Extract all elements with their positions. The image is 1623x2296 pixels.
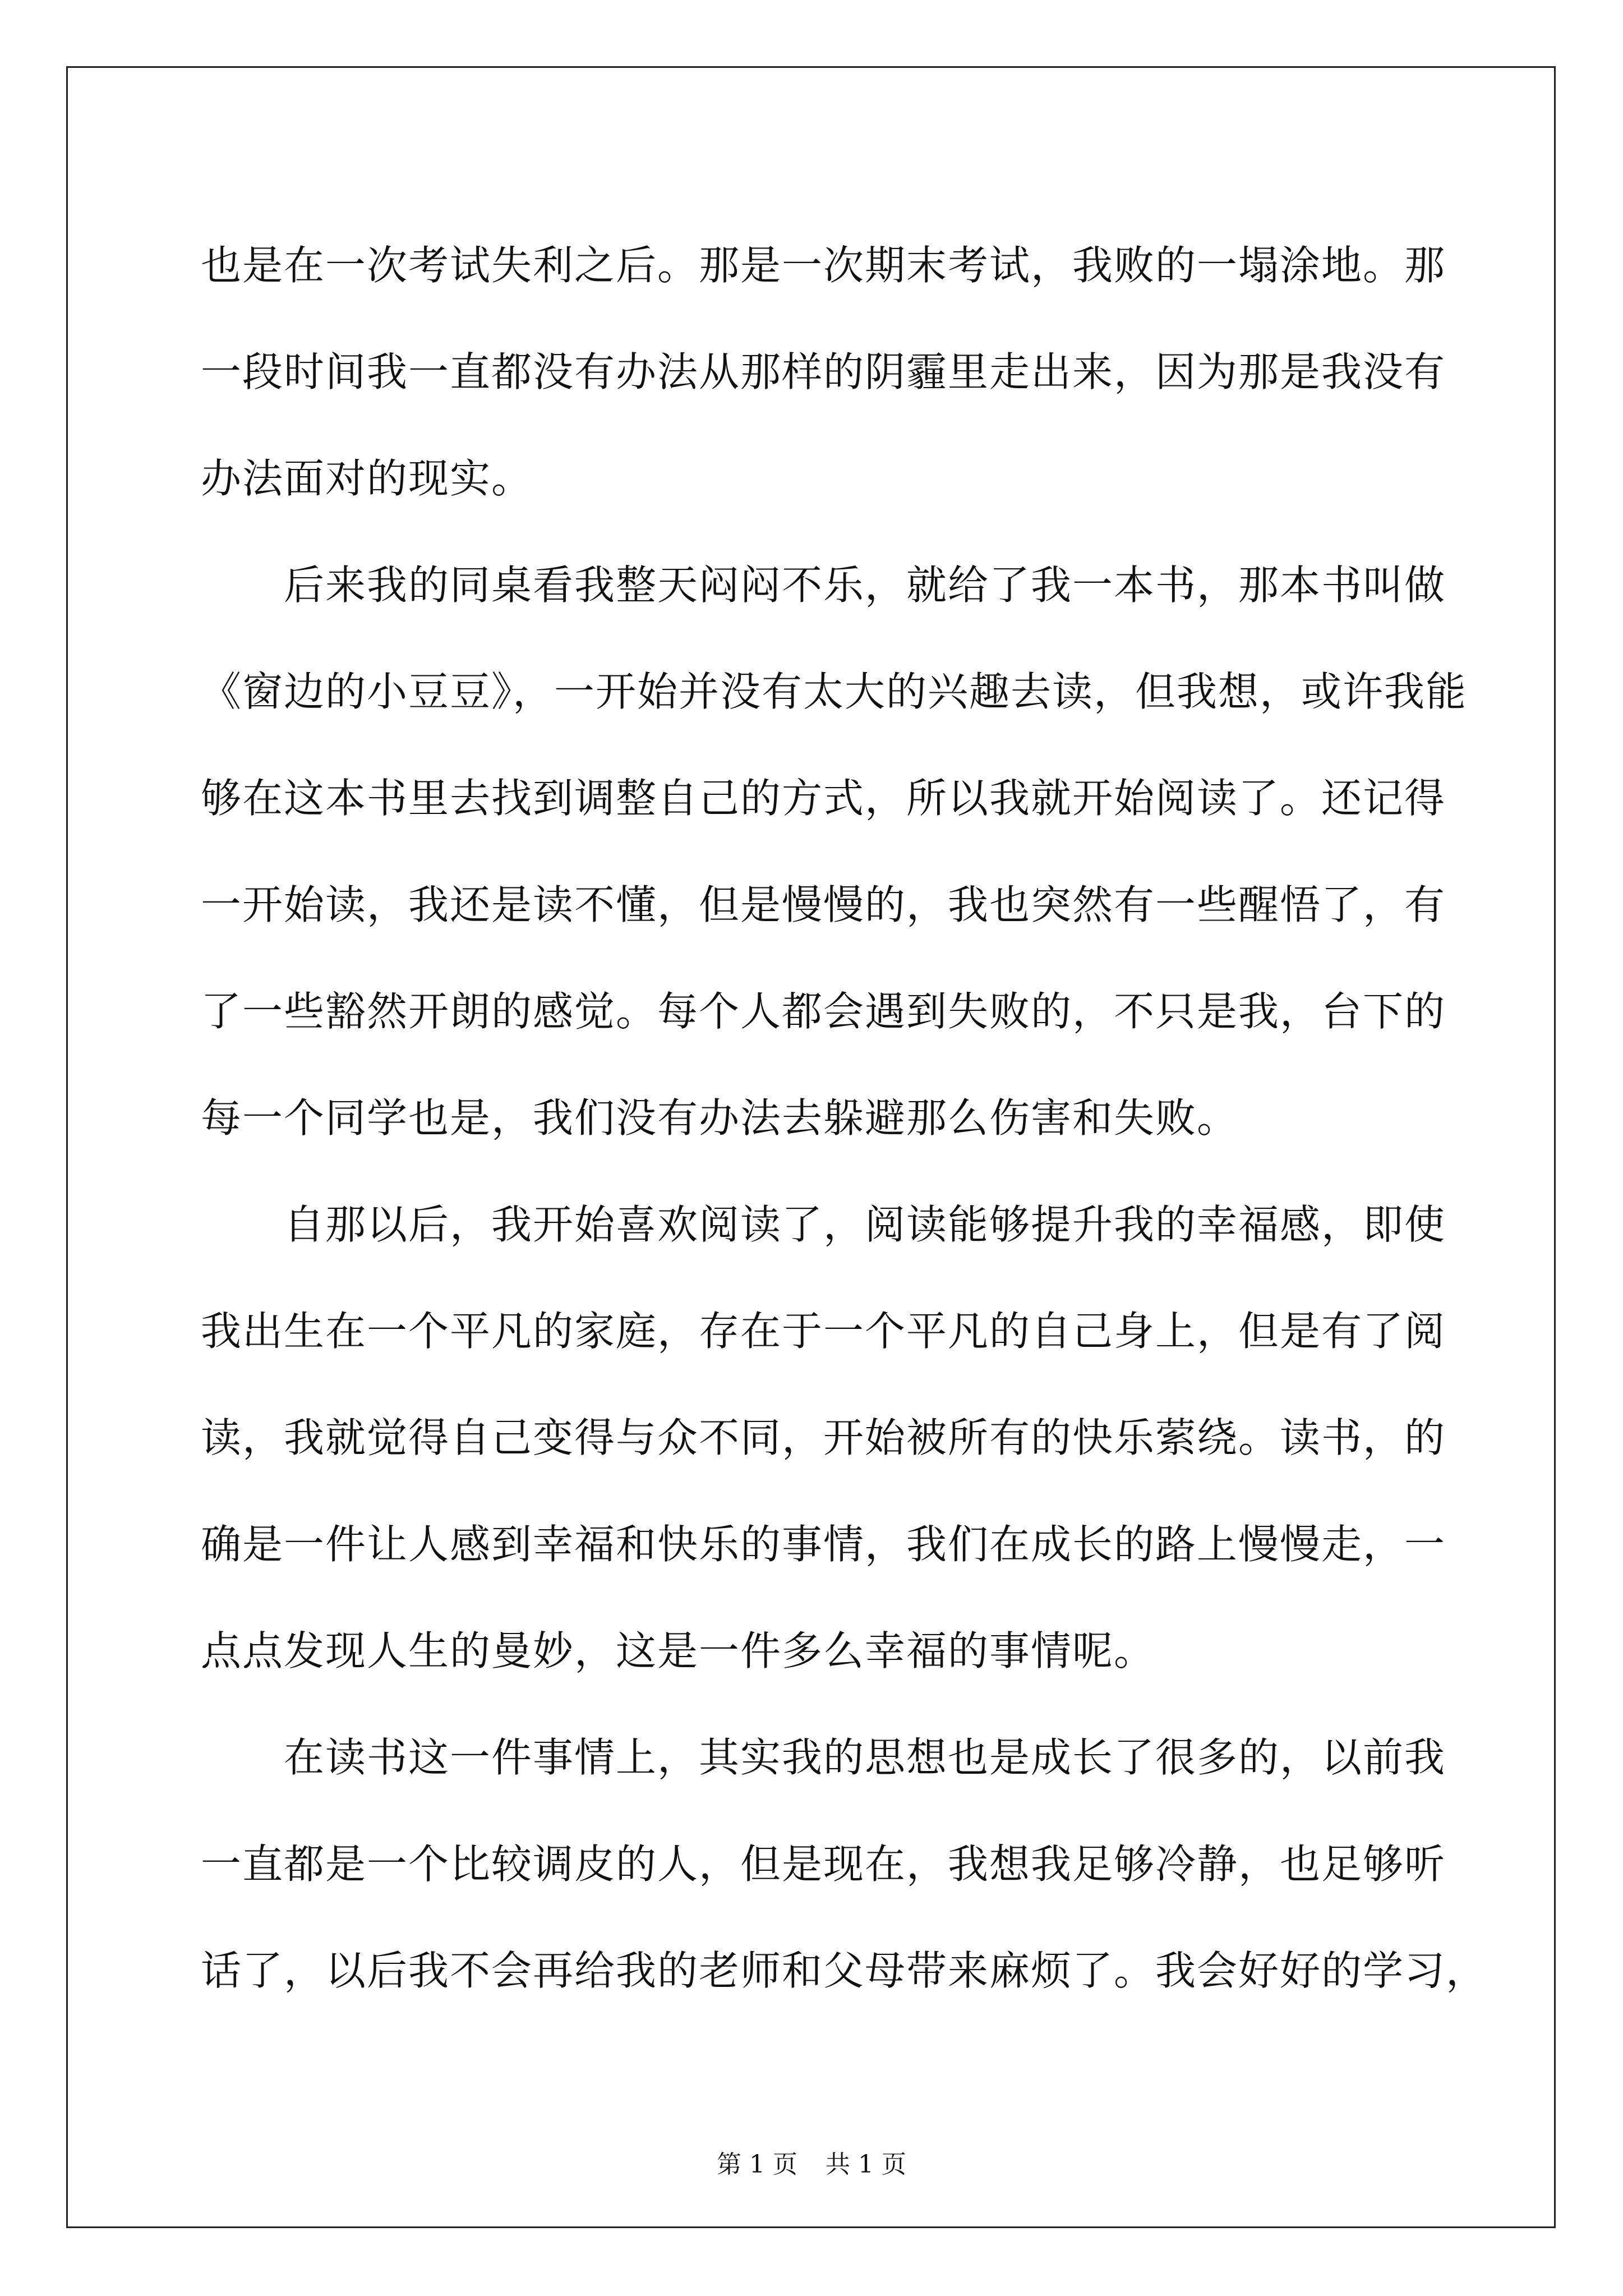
text-line: 一直都是一个比较调皮的人，但是现在，我想我足够冷静，也足够听 (201, 1841, 1446, 1888)
text-line: 够在这本书里去找到调整自己的方式，所以我就开始阅读了。还记得 (201, 775, 1446, 822)
text-line: 每一个同学也是，我们没有办法去躲避那么伤害和失败。 (201, 1094, 1239, 1142)
text-line: 办法面对的现实。 (201, 455, 533, 502)
text-line: 我出生在一个平凡的家庭，存在于一个平凡的自己身上，但是有了阅 (201, 1308, 1446, 1355)
page-footer (0, 2144, 1623, 2180)
text-line: 自那以后，我开始喜欢阅读了，阅读能够提升我的幸福感，即使 (201, 1201, 1446, 1248)
text-line: 一段时间我一直都没有办法从那样的阴霾里走出来，因为那是我没有 (201, 348, 1446, 395)
text-line: 也是在一次考试失利之后。那是一次期末考试，我败的一塌涂地。那 (201, 242, 1446, 289)
text-line: 了一些豁然开朗的感觉。每个人都会遇到失败的，不只是我，台下的 (201, 988, 1446, 1035)
text-line: 读，我就觉得自己变得与众不同，开始被所有的快乐萦绕。读书，的 (201, 1414, 1446, 1461)
text-line: 话了，以后我不会再给我的老师和父母带来麻烦了。我会好好的学习， (201, 1947, 1488, 1994)
text-line: 《窗边的小豆豆》，一开始并没有太大的兴趣去读，但我想，或许我能 (201, 668, 1468, 715)
text-line: 一开始读，我还是读不懂，但是慢慢的，我也突然有一些醒悟了，有 (201, 881, 1446, 928)
text-line: 点点发现人生的曼妙，这是一件多么幸福的事情呢。 (201, 1627, 1156, 1674)
text-line: 在读书这一件事情上，其实我的思想也是成长了很多的，以前我 (201, 1734, 1446, 1781)
page-total: 共 1 页 (826, 2150, 906, 2179)
text-line: 后来我的同桌看我整天闷闷不乐，就给了我一本书，那本书叫做 (201, 562, 1446, 609)
page-number: 第 1 页 (717, 2150, 797, 2179)
document-body (201, 212, 1488, 2024)
text-line: 确是一件让人感到幸福和快乐的事情，我们在成长的路上慢慢走，一 (201, 1521, 1446, 1568)
